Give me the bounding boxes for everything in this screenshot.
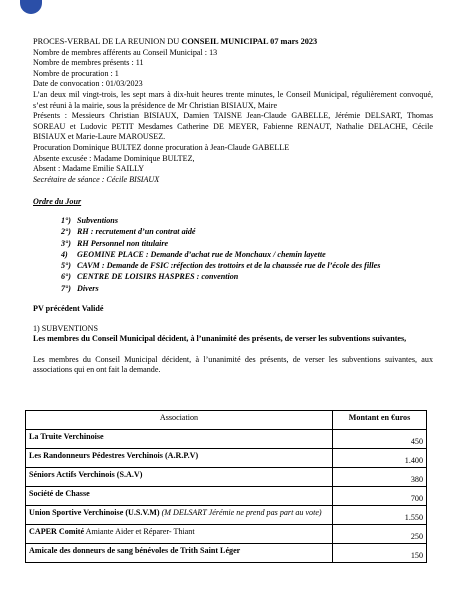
section-decision-bold: Les membres du Conseil Municipal décident, à l’unanimité des présents, de verser les subventions suivantes, <box>33 334 407 344</box>
agenda-text: GEOMINE PLACE : Demande d’achat rue de Monchaux / chemin layette <box>77 249 326 259</box>
agenda-text: RH Personnel non titulaire <box>77 238 169 248</box>
amount-cell: 700 <box>333 487 427 506</box>
agenda-item <box>61 283 433 294</box>
agenda-text: RH : recrutement d’un contrat aidé <box>77 227 196 237</box>
agenda-text: Subventions <box>77 215 118 225</box>
amount-cell: 1.550 <box>333 506 427 525</box>
subsidies-table <box>25 410 427 563</box>
proxy-count: Nombre de procuration : 1 <box>33 68 119 78</box>
present-count: Nombre de membres présents : 11 <box>33 58 144 68</box>
document-title <box>33 37 433 48</box>
title-date: CONSEIL MUNICIPAL 07 mars 2023 <box>181 37 318 46</box>
table-row <box>26 544 427 563</box>
association-label: Séniors Actifs Verchinois (S.A.V) <box>29 470 143 479</box>
agenda-num: 5°) <box>61 261 71 271</box>
amount-cell: 450 <box>333 430 427 449</box>
column-header-amount: Montant en €uros <box>333 411 427 430</box>
association-label: Union Sportive Verchinoise (U.S.V.M) <box>29 508 160 517</box>
secretary-line: Secrétaire de séance : Cécile BISIAUX <box>33 174 160 184</box>
association-label: Les Randonneurs Pédestres Verchinois (A.R.P.V) <box>29 451 199 460</box>
table-row <box>26 449 427 468</box>
presents-list: Présents : Messieurs Christian BISIAUX, Damien TAISNE Jean-Claude GABELLE, Jérémie DELSART, Thomas SOREAU et Ludovic PETIT Mesdames Catherine DE MEYER, Fabienne RENAUT, Nathalie DELACHE, Cécile BISIAUX et Marie-Laure MAROUSEZ. <box>33 111 433 142</box>
association-label: Amicale des donneurs de sang bénévoles de Trith Saint Léger <box>29 546 241 555</box>
association-name <box>26 544 333 563</box>
members-count: Nombre de membres afférents au Conseil Municipal : 13 <box>33 47 218 57</box>
association-name <box>26 506 333 525</box>
agenda-item <box>61 238 433 249</box>
amount-cell: 250 <box>333 525 427 544</box>
association-name <box>26 449 333 468</box>
agenda-text: CAVM : Demande de FSIC :réfection des trottoirs et de la chaussée rue de l’école des filles <box>77 261 381 271</box>
procuration-line: Procuration Dominique BULTEZ donne procuration à Jean-Claude GABELLE <box>33 142 290 152</box>
column-header-association: Association <box>26 411 333 430</box>
municipal-crest-icon <box>20 0 42 14</box>
agenda-num: 7°) <box>61 283 71 293</box>
agenda-text: CENTRE DE LOISIRS HASPRES : convention <box>77 272 239 282</box>
previous-minutes-status: PV précédent Validé <box>33 303 104 313</box>
table-row <box>26 525 427 544</box>
association-name <box>26 487 333 506</box>
association-label: La Truite Verchinoise <box>29 432 104 441</box>
agenda-item <box>61 215 433 226</box>
association-subtitle: Amiante Aider et Réparer- Thiant <box>84 527 195 536</box>
association-note: (M DELSART Jérémie ne prend pas part au vote) <box>159 508 322 517</box>
title-prefix: PROCES-VERBAL DE LA REUNION DU <box>33 37 182 46</box>
agenda-heading: Ordre du Jour <box>33 197 82 207</box>
table-row <box>26 506 427 525</box>
agenda-list <box>33 215 433 294</box>
document-body <box>33 37 433 376</box>
convocation-date: Date de convocation : 01/03/2023 <box>33 79 143 89</box>
agenda-item <box>61 260 433 271</box>
agenda-text: Divers <box>77 283 99 293</box>
section-decision-text: Les membres du Conseil Municipal décident, à l’unanimité des présents, de verser les subventions suivantes, aux associations qui en ont fait la demande. <box>33 354 433 375</box>
agenda-num: 1°) <box>61 215 71 225</box>
association-label: Société de Chasse <box>29 489 90 498</box>
section-heading-subventions: 1) SUBVENTIONS <box>33 323 98 333</box>
agenda-item <box>61 226 433 237</box>
absent-line: Absent : Madame Emilie SAILLY <box>33 164 145 174</box>
amount-cell: 150 <box>333 544 427 563</box>
association-name <box>26 468 333 487</box>
agenda-item <box>61 271 433 282</box>
association-name <box>26 525 333 544</box>
association-label: CAPER Comité <box>29 527 85 536</box>
amount-cell: 1.400 <box>333 449 427 468</box>
association-name <box>26 430 333 449</box>
table-row <box>26 468 427 487</box>
agenda-num: 2°) <box>61 227 71 237</box>
table-row <box>26 430 427 449</box>
amount-cell: 380 <box>333 468 427 487</box>
table-row <box>26 487 427 506</box>
table-header-row <box>26 411 427 430</box>
excused-absent-line: Absente excusée : Madame Dominique BULTEZ, <box>33 153 195 163</box>
agenda-num: 6°) <box>61 272 71 282</box>
agenda-item <box>61 249 433 260</box>
meeting-intro: L’an deux mil vingt-trois, les sept mars à dix-huit heures trente minutes, le Conseil Municipal, régulièrement convoqué, s’est réuni à la mairie, sous la présidence de Mr Christian BISIAUX, Maire <box>33 89 433 110</box>
agenda-num: 3°) <box>61 238 71 248</box>
agenda-num: 4) <box>61 249 68 259</box>
